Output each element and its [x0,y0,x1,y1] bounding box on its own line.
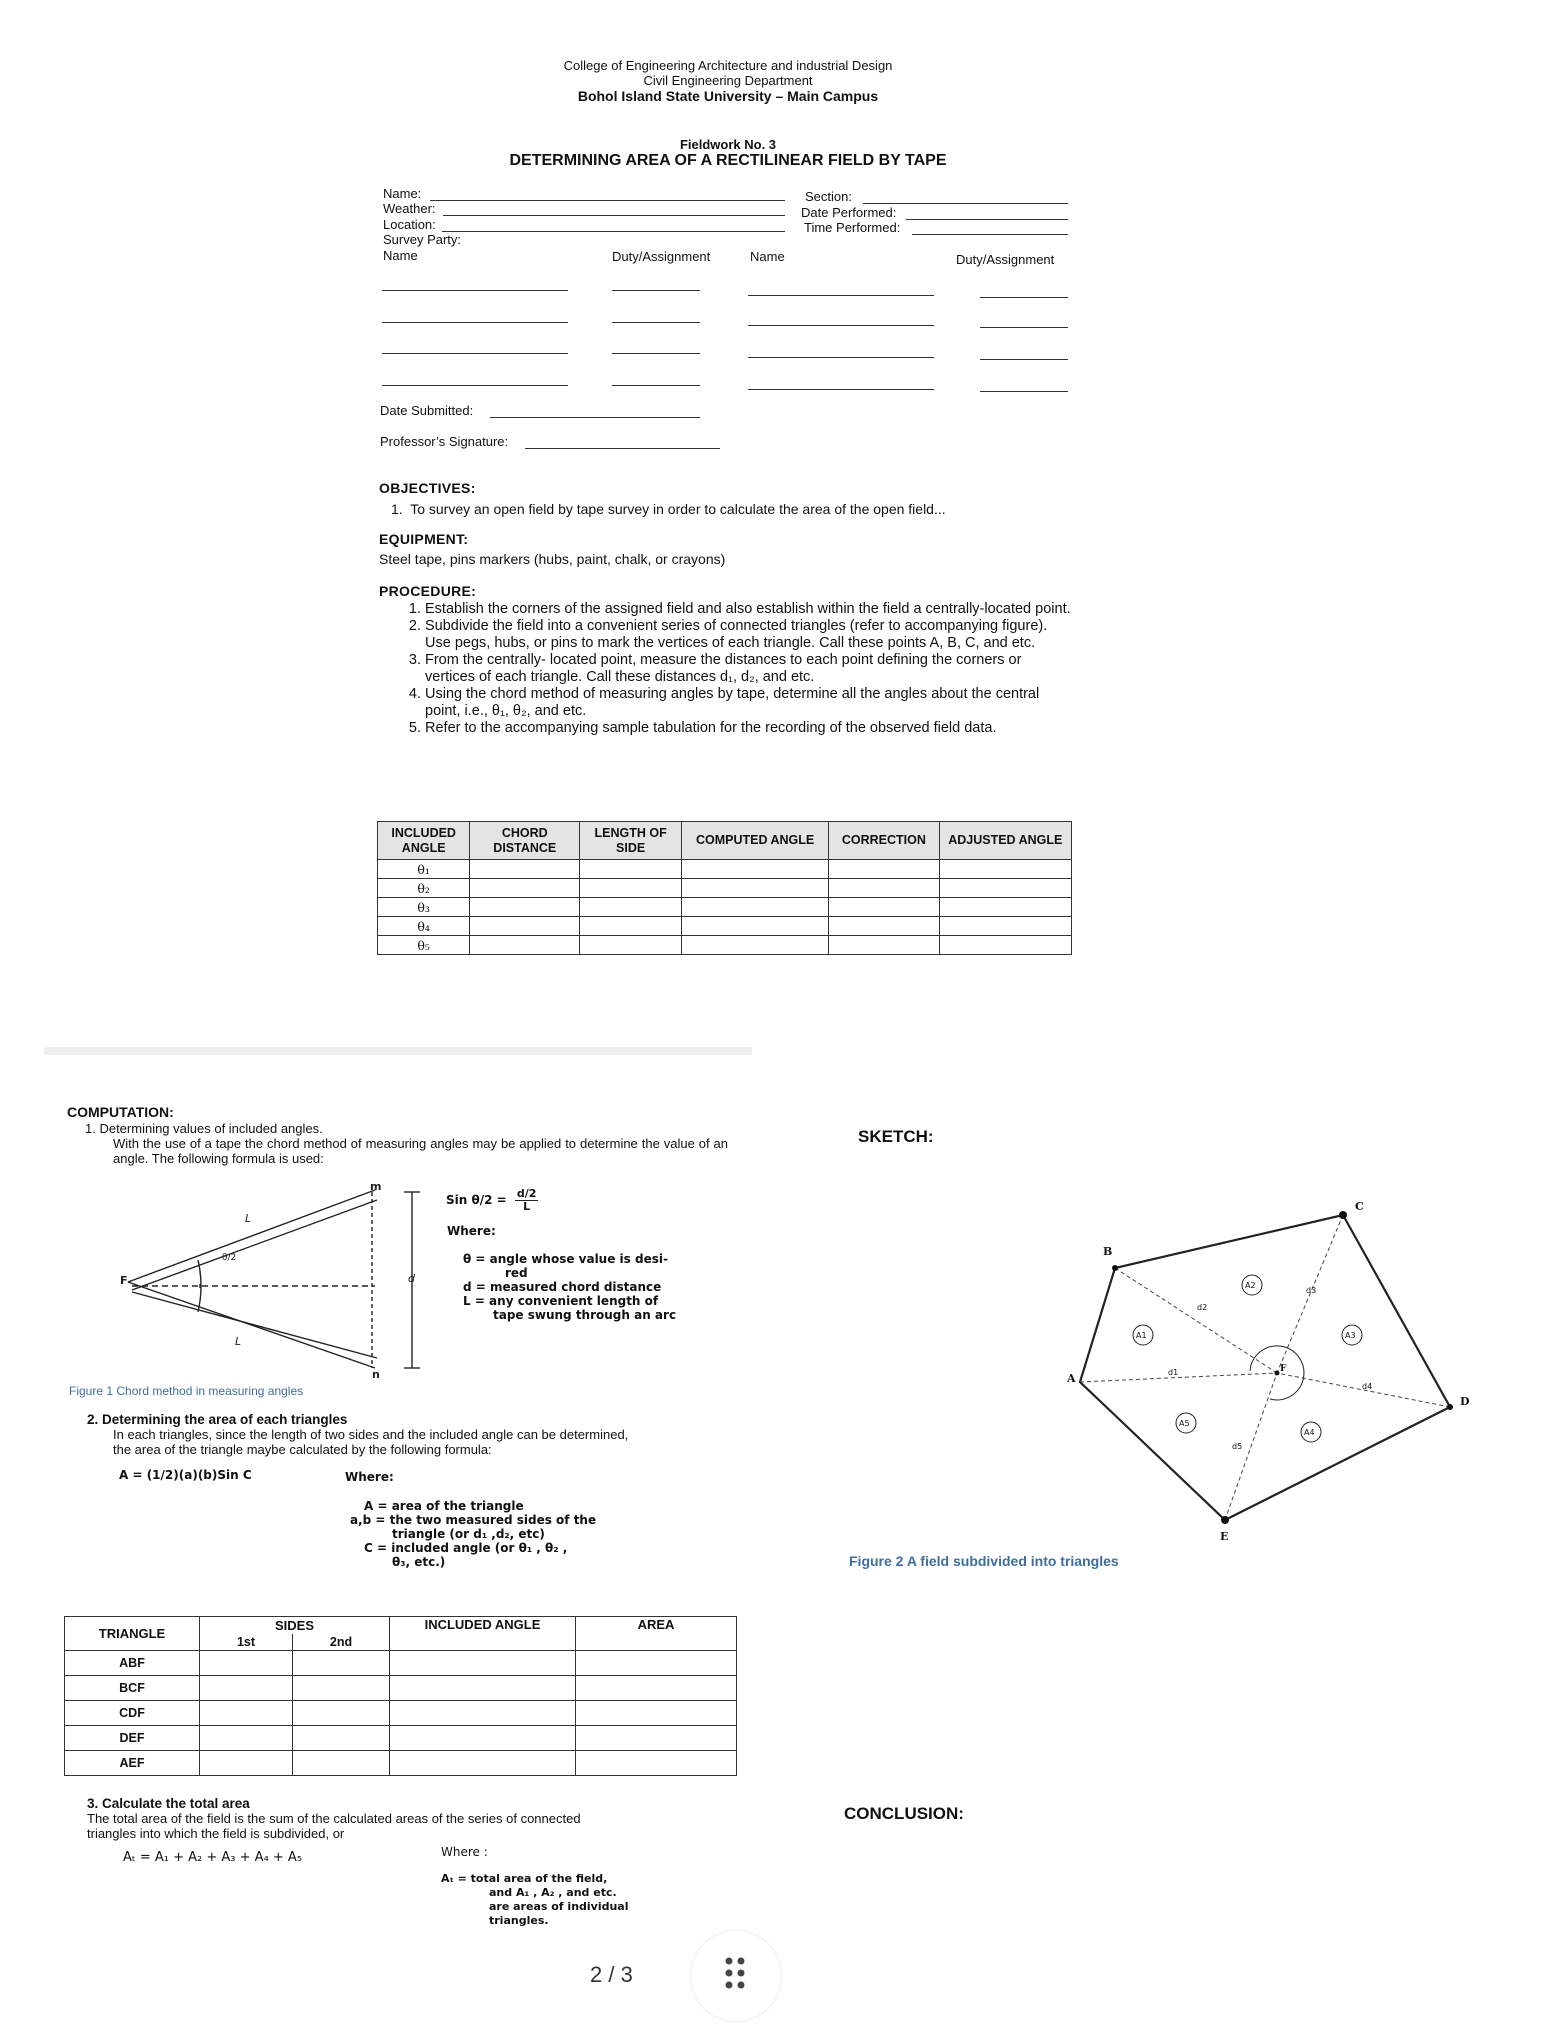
college-name: College of Engineering Architecture and industrial Design [563,58,893,73]
name-line [430,200,785,201]
angle-table-header: ADJUSTED ANGLE [939,822,1071,860]
dist-label-d5: d5 [1232,1442,1243,1451]
name-label: Name: [383,186,422,201]
tape-line [132,1292,377,1358]
computation-item1-title: 1. Determining values of included angles. [85,1121,323,1136]
fieldwork-number: Fieldwork No. 3 [679,137,777,152]
area-label-a5: A5 [1179,1419,1190,1428]
menu-button[interactable] [690,1930,782,2022]
signature-line [525,448,720,449]
angle-table-header: CHORD DISTANCE [470,822,580,860]
procedure-item: 2. Subdivide the field into a convenient series of connected triangles (refer to accompanying figure). Use pegs, hubs, or pins to mark the vertices of each triangle. Call these points A, B, C, and etc. [425,618,1075,652]
party-line [748,295,934,296]
objective-item: 1. To survey an open field by tape survey in order to calculate the area of the open field... [391,501,946,517]
party-line [382,290,568,291]
angle-row-label: θ₁ [378,860,470,879]
party-line [980,327,1068,328]
angle-table-header: COMPUTED ANGLE [682,822,829,860]
area-header: AREA [576,1617,737,1651]
included-angle-header: INCLUDED ANGLE [390,1617,576,1651]
vertex-f [1275,1371,1280,1376]
time-performed-line [912,234,1068,235]
fig1-label-d: d [408,1272,415,1285]
tape-line [128,1190,375,1282]
where-label: Where: [345,1470,394,1484]
time-performed-label: Time Performed: [804,220,901,235]
procedure-heading: PROCEDURE: [379,583,477,599]
computation-heading: COMPUTATION: [67,1104,174,1120]
triangle-header: TRIANGLE [65,1617,200,1651]
date-performed-label: Date Performed: [801,205,897,220]
triangle-row-label: AEF [65,1751,200,1776]
dist-label-d1: d1 [1168,1368,1179,1377]
computation-item2-title: 2. Determining the area of each triangles [87,1412,348,1427]
date-submitted-line [490,417,700,418]
total-area-definitions: Aₜ = total area of the field, and A₁ , A₂ , and etc. are areas of individual triangles. [441,1872,629,1927]
fig1-label-m: m [370,1180,382,1193]
party-line [612,353,700,354]
weather-line [443,215,785,216]
where-label: Where: [447,1224,496,1238]
point-label-e: E [1220,1530,1229,1543]
col-name2-label: Name [750,249,785,264]
area-formula: A = (1/2)(a)(b)Sin C [119,1468,252,1482]
angle-table [377,821,1072,955]
triangle-row-label: CDF [65,1701,200,1726]
party-line [612,322,700,323]
vertex-b [1112,1265,1118,1271]
fig1-label-n: n [372,1368,380,1380]
angle-table-header: CORRECTION [829,822,939,860]
tape-line [132,1200,377,1290]
angle-row-label: θ₂ [378,879,470,898]
objectives-heading: OBJECTIVES: [379,480,476,496]
dist-label-d4: d4 [1362,1382,1373,1391]
first-side-header: 1st [200,1634,293,1651]
col-name-label: Name [383,248,418,263]
computation-item3-text: triangles into which the field is subdivided, or [87,1826,345,1841]
computation-item2-text: In each triangles, since the length of two sides and the included angle can be determined, [113,1427,629,1442]
point-label-d: D [1460,1395,1470,1408]
angle-row-label: θ₅ [378,936,470,955]
fig1-label-l-top: L [245,1212,252,1225]
col-duty-label: Duty/Assignment [612,249,711,264]
angle-table-header: INCLUDED ANGLE [378,822,470,860]
computation-item3-text: The total area of the field is the sum of the calculated areas of the series of connected [87,1811,581,1826]
page-indicator: 2 / 3 [590,1962,633,1987]
computation-item2-text: the area of the triangle maybe calculated by the following formula: [113,1442,492,1457]
formula-definitions: θ = angle whose value is desi- red d = measured chord distance L = any convenient length of tape swung through an arc [463,1252,677,1322]
chord-method-figure [110,1180,430,1380]
procedure-item: 1. Establish the corners of the assigned field and also establish within the field a centrally-located point. [425,601,1075,618]
weather-label: Weather: [383,201,436,216]
point-label-b: B [1103,1245,1113,1258]
procedure-item: 5. Refer to the accompanying sample tabulation for the recording of the observed field data. [425,720,1075,737]
figure1-caption: Figure 1 Chord method in measuring angles [69,1384,304,1398]
party-line [612,385,700,386]
computation-item1-text: With the use of a tape the chord method of measuring angles may be applied to determine the value of an angle. The following formula is used: [113,1136,728,1166]
triangle-row-label: BCF [65,1676,200,1701]
department-name: Civil Engineering Department [643,73,813,88]
dist-label-d3: d3 [1306,1286,1317,1295]
party-line [748,389,934,390]
equipment-heading: EQUIPMENT: [379,531,469,547]
field-boundary [1080,1215,1450,1520]
vertex-c [1339,1211,1347,1219]
page-title: DETERMINING AREA OF A RECTILINEAR FIELD BY TAPE [509,152,947,169]
party-line [748,357,934,358]
tape-line [128,1282,375,1368]
area-label-a2: A2 [1245,1281,1256,1290]
page-separator [44,1047,752,1055]
figure2-caption: Figure 2 A field subdivided into triangles [849,1553,1119,1569]
location-label: Location: [383,217,436,232]
date-performed-line [906,219,1068,220]
more-dots-icon [691,1931,781,2021]
point-label-c: C [1355,1200,1364,1213]
section-line [863,203,1068,204]
party-line [382,385,568,386]
party-line [748,325,934,326]
conclusion-heading: CONCLUSION: [844,1804,964,1823]
party-line [980,391,1068,392]
vertex-d [1447,1404,1453,1410]
area-label-a3: A3 [1345,1331,1356,1340]
point-label-f: F [1280,1364,1287,1374]
where-label: Where : [441,1845,488,1859]
area-label-a4: A4 [1304,1428,1315,1437]
equipment-text: Steel tape, pins markers (hubs, paint, chalk, or crayons) [379,551,726,567]
angle-table-header: LENGTH OF SIDE [580,822,682,860]
triangle-row-label: DEF [65,1726,200,1751]
vertex-e [1221,1516,1229,1524]
col-duty2-label: Duty/Assignment [956,252,1055,267]
fig1-label-half-angle: θ/2 [222,1253,237,1263]
date-submitted-label: Date Submitted: [380,403,474,418]
area-definitions: A = area of the triangle a,b = the two measured sides of the triangle (or d₁ ,d₂, etc) C = included angle (or θ₁ , θ₂ , θ₃, etc.) [350,1499,597,1569]
location-line [442,231,785,232]
fig1-label-l-bottom: L [235,1335,242,1348]
sketch-heading: SKETCH: [858,1127,934,1146]
dist-label-d2: d2 [1197,1303,1208,1312]
total-area-formula: Aₜ = A₁ + A₂ + A₃ + A₄ + A₅ [123,1850,303,1865]
procedure-list [385,601,1075,737]
angle-row-label: θ₃ [378,898,470,917]
point-label-a: A [1067,1372,1076,1385]
party-line [382,353,568,354]
triangle-row-label: ABF [65,1651,200,1676]
radial-line [1080,1373,1277,1382]
party-line [612,290,700,291]
survey-party-label: Survey Party: [383,232,462,247]
procedure-item: 4. Using the chord method of measuring angles by tape, determine all the angles about the central point, i.e., θ₁, θ₂, and etc. [425,686,1075,720]
sides-header: SIDES [200,1617,390,1634]
party-line [980,359,1068,360]
field-sketch [1050,1195,1480,1555]
fig1-label-f: F [120,1274,128,1287]
procedure-item: 3. From the centrally- located point, measure the distances to each point defining the corners or vertices of each triangle. Call these distances d₁, d₂, and etc. [425,652,1075,686]
chord-formula: Sin θ/2 = $\frac{d/2}{L}$ [446,1187,537,1213]
second-side-header: 2nd [293,1634,390,1651]
section-label: Section: [805,189,852,204]
angle-row-label: θ₄ [378,917,470,936]
computation-item3-title: 3. Calculate the total area [87,1796,250,1811]
campus-name: Bohol Island State University – Main Campus [577,88,879,104]
area-label-a1: A1 [1136,1331,1147,1340]
triangle-table [64,1616,737,1776]
party-line [382,322,568,323]
party-line [980,297,1068,298]
signature-label: Professor’s Signature: [380,434,509,449]
